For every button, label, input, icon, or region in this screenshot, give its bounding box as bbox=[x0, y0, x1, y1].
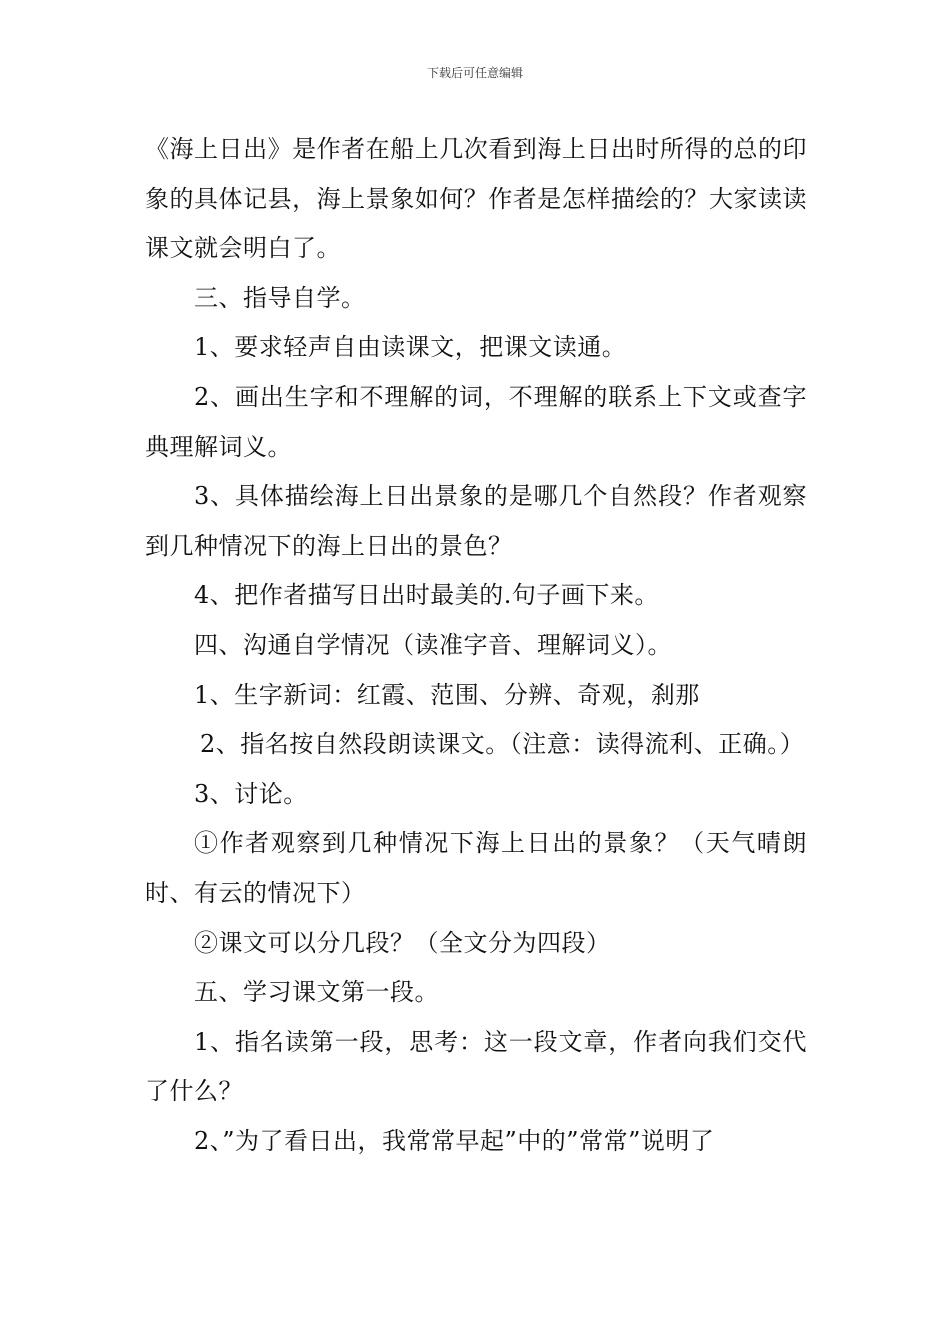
list-item: 1、生字新词：红霞、范围、分辨、奇观，刹那 bbox=[194, 680, 700, 709]
section-heading-4: 四、沟通自学情况（读准字音、理解词义）。 bbox=[194, 630, 672, 659]
list-item: 2、画出生字和不理解的词，不理解的联系上下文或查字典理解词义。 bbox=[145, 382, 807, 461]
page-header: 下载后可任意编辑 bbox=[426, 66, 523, 80]
list-item: 1、指名读第一段，思考：这一段文章，作者向我们交代了什么？ bbox=[145, 1027, 807, 1106]
list-item: 1、要求轻声自由读课文，把课文读通。 bbox=[194, 333, 627, 362]
section-heading-3: 三、指导自学。 bbox=[194, 283, 366, 312]
list-item: 2、”为了看日出，我常常早起”中的”常常”说明了 bbox=[194, 1126, 715, 1155]
list-item: 2、指名按自然段朗读课文。（注意：读得流利、正确。） bbox=[200, 730, 805, 759]
paragraph-intro: 《海上日出》是作者在船上几次看到海上日出时所得的总的印象的具体记县，海上景象如何？作者是怎样描绘的？大家读读课文就会明白了。 bbox=[145, 135, 807, 263]
list-item: 4、把作者描写日出时最美的.句子画下来。 bbox=[194, 581, 659, 610]
list-item: 3、讨论。 bbox=[194, 779, 308, 808]
list-item: 3、具体描绘海上日出景象的是哪几个自然段？作者观察到几种情况下的海上日出的景色？ bbox=[145, 482, 807, 560]
discussion-question: ①作者观察到几种情况下海上日出的景象？（天气晴朗时、有云的情况下） bbox=[145, 829, 807, 907]
section-heading-5: 五、学习课文第一段。 bbox=[194, 978, 439, 1007]
document-body bbox=[145, 125, 807, 1166]
discussion-question: ②课文可以分几段？（全文分为四段） bbox=[194, 928, 611, 957]
